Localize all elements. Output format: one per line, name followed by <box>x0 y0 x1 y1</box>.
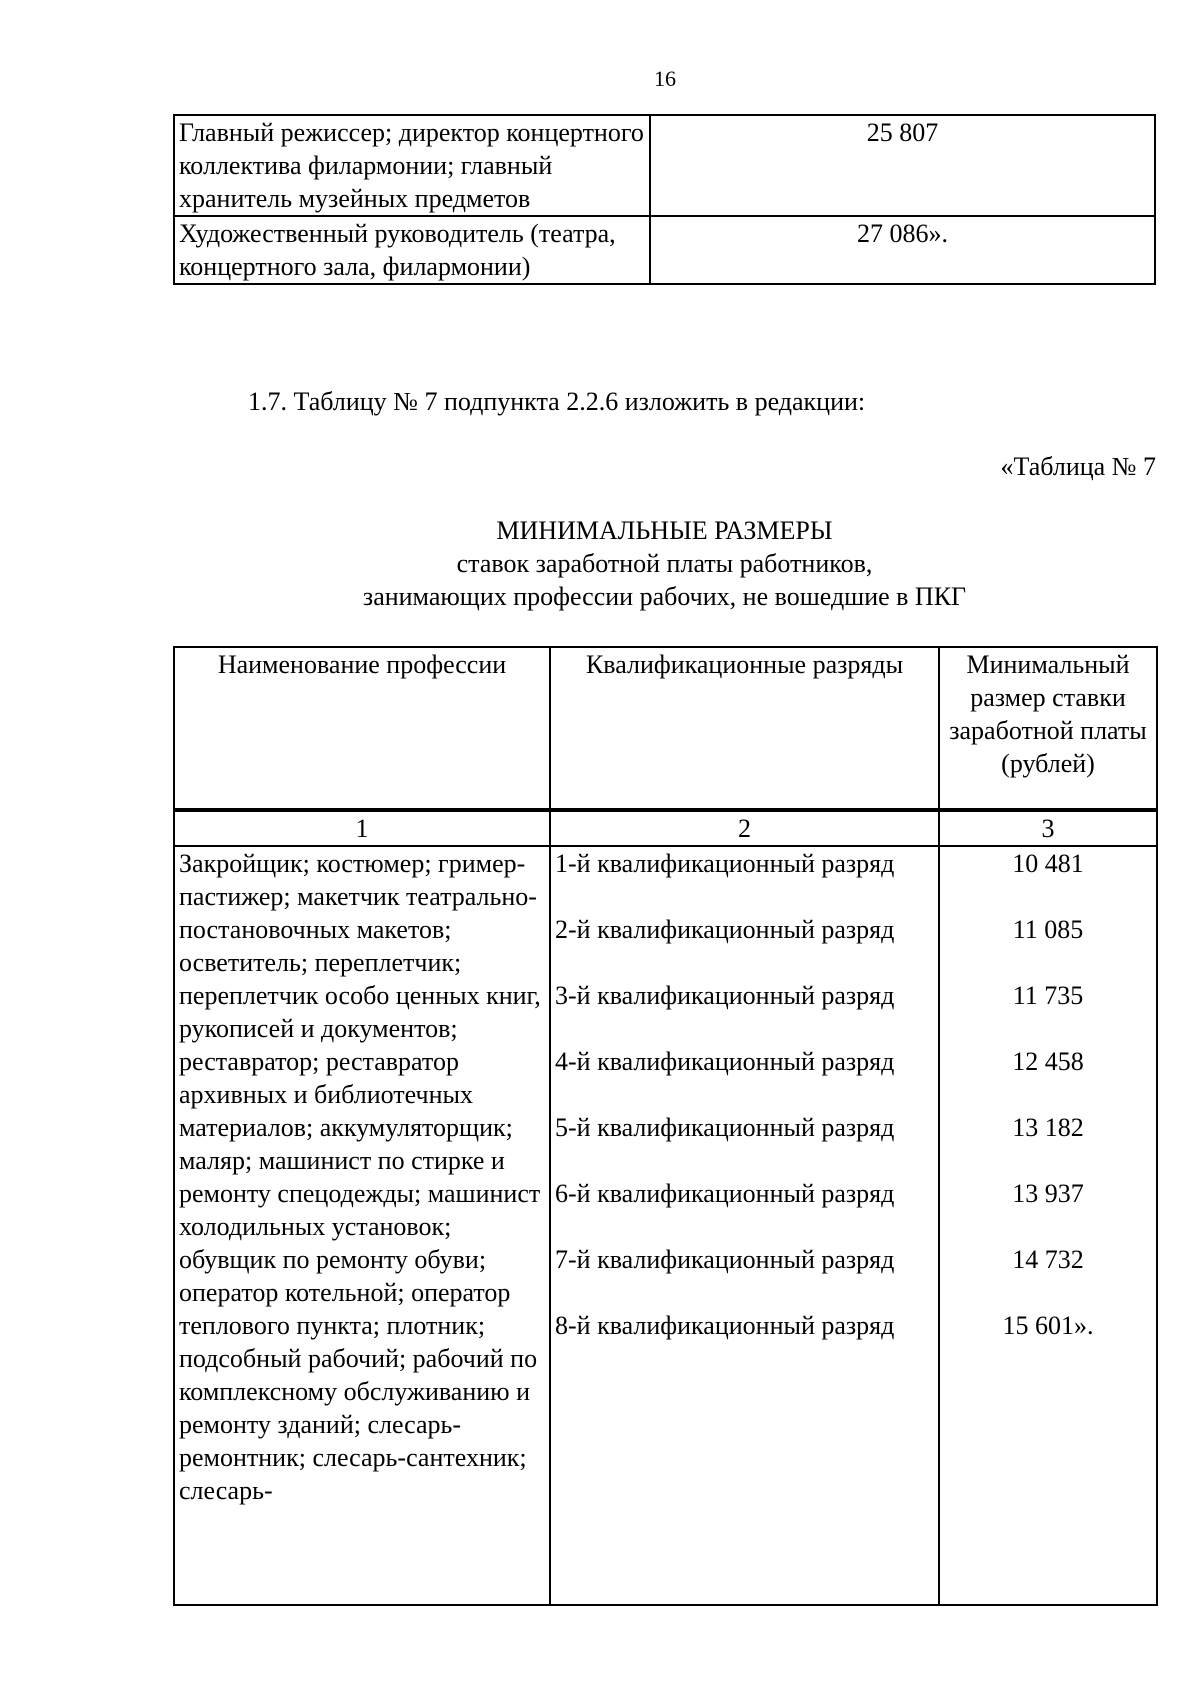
grade-label: 5-й квалификационный разряд <box>555 1113 895 1142</box>
heading-subtitle-line-2: занимающих профессии рабочих, не вошедшие в ПКГ <box>362 582 967 611</box>
table-row <box>174 846 1157 1605</box>
table-header-row <box>174 647 1157 810</box>
grade-amount: 13 182 <box>1012 1113 1084 1142</box>
table-cell-position: Главный режиссер; директор концертного коллектива филармонии; главный хранитель музейных предметов <box>174 115 650 216</box>
grade-amount: 14 732 <box>1012 1245 1084 1274</box>
grade-label: 6-й квалификационный разряд <box>555 1179 895 1208</box>
table-cell-salary: 27 086». <box>650 216 1155 284</box>
previous-table <box>173 114 1156 285</box>
column-number: 1 <box>174 810 550 846</box>
grade-label: 2-й квалификационный разряд <box>555 915 895 944</box>
professions-list: Закройщик; костюмер; гример-пастижер; макетчик театрально-постановочных макетов; осветитель; переплетчик; переплетчик особо ценных книг, рукописей и документов; реставратор; реставратор архивных и библиотечных материалов; аккумуляторщик; маляр; машинист по стирке и ремонту спецодежды; машинист холодильных установок; обувщик по ремонту обуви; оператор котельной; оператор теплового пункта; плотник; подсобный рабочий; рабочий по комплексному обслуживанию и ремонту зданий; слесарь-ремонтник; слесарь-сантехник; слесарь- <box>174 846 550 1605</box>
amendment-paragraph: 1.7. Таблицу № 7 подпункта 2.2.6 изложить в редакции: <box>248 387 866 416</box>
table-heading <box>173 514 1156 613</box>
heading-title: МИНИМАЛЬНЫЕ РАЗМЕРЫ <box>496 516 833 545</box>
grade-label: 3-й квалификационный разряд <box>555 981 895 1010</box>
table-row <box>174 115 1155 216</box>
grade-amount: 15 601». <box>1002 1311 1094 1340</box>
salary-table <box>173 646 1158 1606</box>
table-cell-salary: 25 807 <box>650 115 1155 216</box>
grade-label: 4-й квалификационный разряд <box>555 1047 895 1076</box>
grade-label: 8-й квалификационный разряд <box>555 1311 895 1340</box>
table-caption: «Таблица № 7 <box>1000 452 1156 481</box>
grade-amount: 11 735 <box>1012 981 1084 1010</box>
column-number-row <box>174 810 1157 846</box>
table-cell-position: Художественный руководитель (театра, концертного зала, филармонии) <box>174 216 650 284</box>
grade-amount: 12 458 <box>1012 1047 1084 1076</box>
header-profession: Наименование профессии <box>174 647 550 810</box>
header-grades: Квалификационные разряды <box>550 647 939 810</box>
amounts-column <box>939 846 1157 1605</box>
column-number: 3 <box>939 810 1157 846</box>
header-min-salary: Минимальный размер ставки заработной платы (рублей) <box>939 647 1157 810</box>
grades-column <box>550 846 939 1605</box>
column-number: 2 <box>550 810 939 846</box>
page-number: 16 <box>654 66 676 91</box>
table-row <box>174 216 1155 284</box>
grade-amount: 11 085 <box>1012 915 1084 944</box>
grade-label: 1-й квалификационный разряд <box>555 849 895 878</box>
heading-subtitle-line-1: ставок заработной платы работников, <box>456 549 873 578</box>
grade-amount: 10 481 <box>1012 849 1084 878</box>
grade-label: 7-й квалификационный разряд <box>555 1245 895 1274</box>
grade-amount: 13 937 <box>1012 1179 1084 1208</box>
